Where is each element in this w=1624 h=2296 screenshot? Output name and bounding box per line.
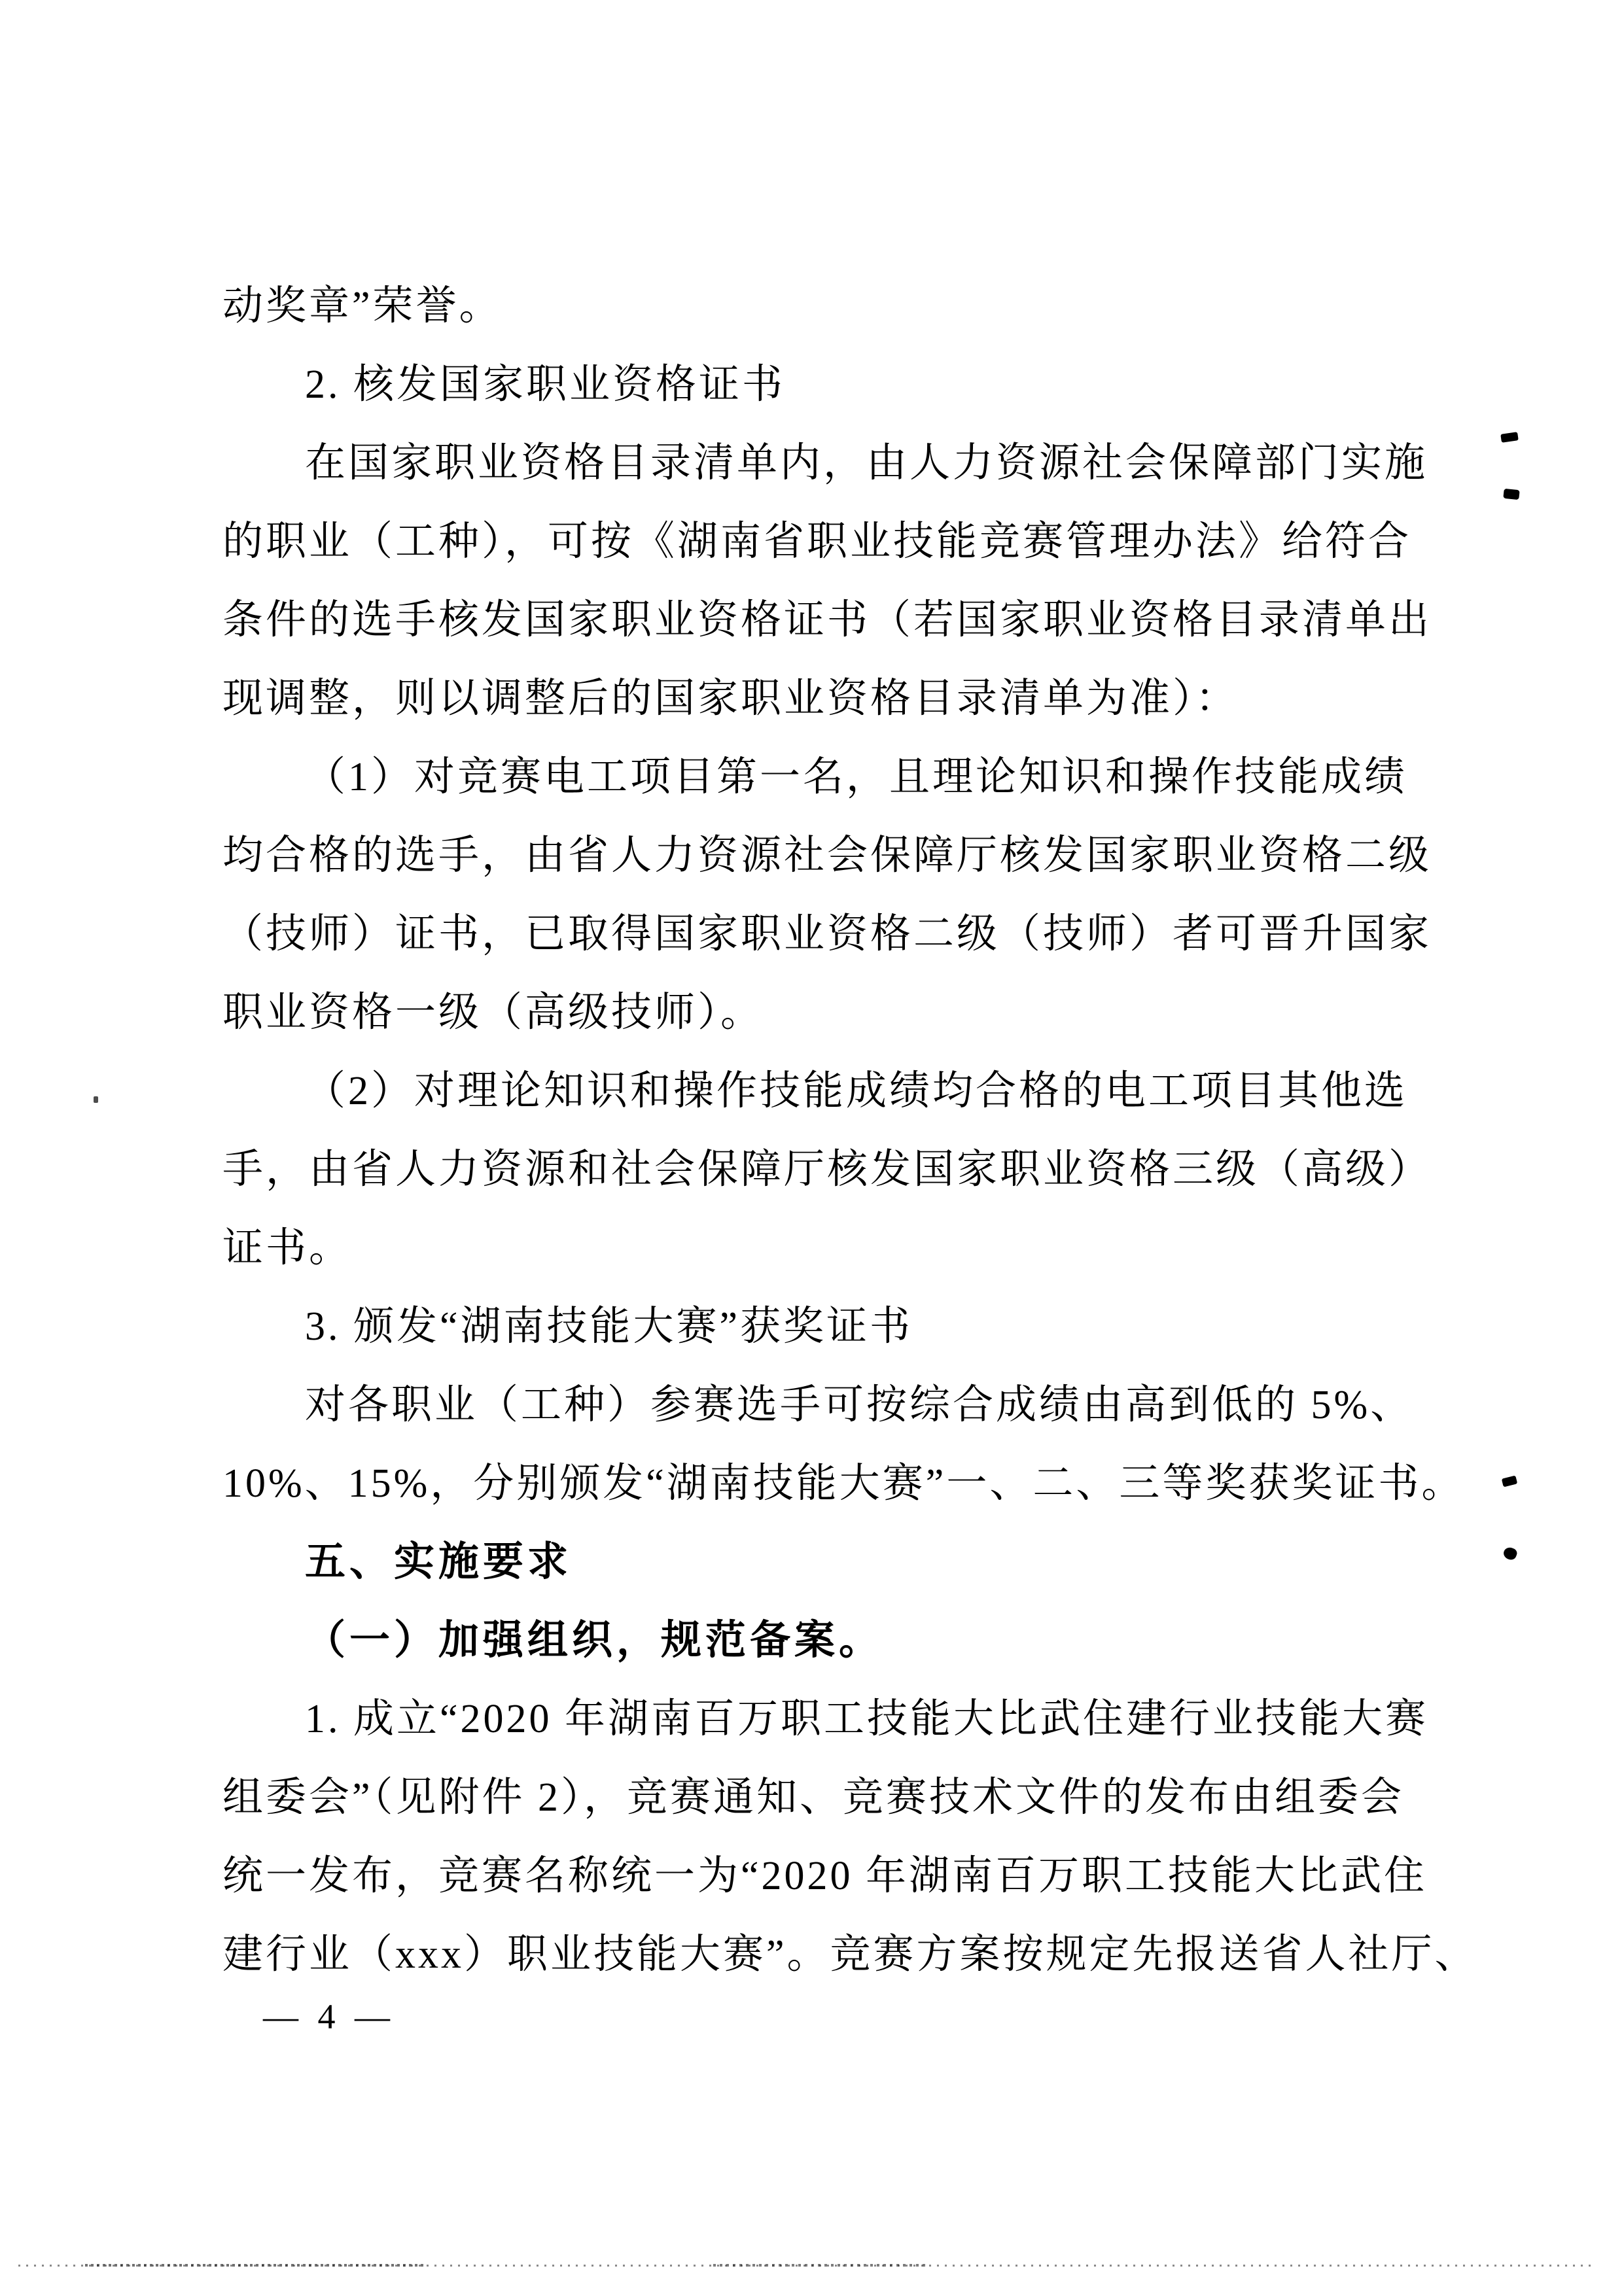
text-line: （2）对理论知识和操作技能成绩均合格的电工项目其他选 — [305, 1069, 1408, 1113]
scan-artifact — [1500, 432, 1519, 442]
text-line: 3. 颁发“湖南技能大赛”获奖证书 — [305, 1304, 913, 1349]
page-number: — 4 — — [263, 1997, 395, 2036]
text-line: 证书。 — [222, 1226, 353, 1270]
text-line: 职业资格一级（高级技师）。 — [222, 990, 764, 1035]
scan-noise-line — [85, 2264, 425, 2267]
text-line: 条件的选手核发国家职业资格证书（若国家职业资格目录清单出 — [222, 598, 1432, 642]
scan-artifact — [94, 1096, 98, 1103]
scan-artifact — [1503, 489, 1519, 500]
text-line: 均合格的选手，由省人力资源社会保障厅核发国家职业资格二级 — [222, 833, 1432, 878]
heading-line: （一）加强组织，规范备案。 — [305, 1618, 884, 1663]
text-line: （技师）证书，已取得国家职业资格二级（技师）者可晋升国家 — [222, 912, 1432, 956]
text-line: 1. 成立“2020 年湖南百万职工技能大比武住建行业技能大赛 — [305, 1697, 1429, 1741]
heading-line: 五、实施要求 — [305, 1539, 573, 1584]
text-line: 统一发布，竞赛名称统一为“2020 年湖南百万职工技能大比武住 — [222, 1854, 1428, 1898]
text-line: 2. 核发国家职业资格证书 — [305, 362, 786, 407]
text-line: 的职业（工种），可按《湖南省职业技能竞赛管理办法》给符合 — [222, 519, 1412, 564]
text-line: 10%、15%，分别颁发“湖南技能大赛”一、二、三等奖获奖证书。 — [222, 1461, 1465, 1506]
document-text-block — [222, 267, 1478, 1994]
text-line: 现调整，则以调整后的国家职业资格目录清单为准）： — [222, 676, 1239, 721]
text-line: 在国家职业资格目录清单内，由人力资源社会保障部门实施 — [305, 441, 1428, 485]
scan-artifact — [1502, 1476, 1517, 1487]
text-line: 对各职业（工种）参赛选手可按综合成绩由高到低的 5%、 — [305, 1383, 1414, 1427]
scan-artifact — [1502, 1546, 1519, 1561]
text-line: 建行业（xxx）职业技能大赛”。竞赛方案按规定先报送省人社厅、 — [222, 1932, 1478, 1977]
text-line: 手，由省人力资源和社会保障厅核发国家职业资格三级（高级） — [222, 1147, 1432, 1192]
text-line: 组委会”（见附件 2），竞赛通知、竞赛技术文件的发布由组委会 — [222, 1775, 1405, 1820]
text-line: （1）对竞赛电工项目第一名，且理论知识和操作技能成绩 — [305, 755, 1408, 799]
scan-noise-line — [713, 2264, 929, 2267]
text-line: 动奖章”荣誉。 — [222, 284, 503, 328]
